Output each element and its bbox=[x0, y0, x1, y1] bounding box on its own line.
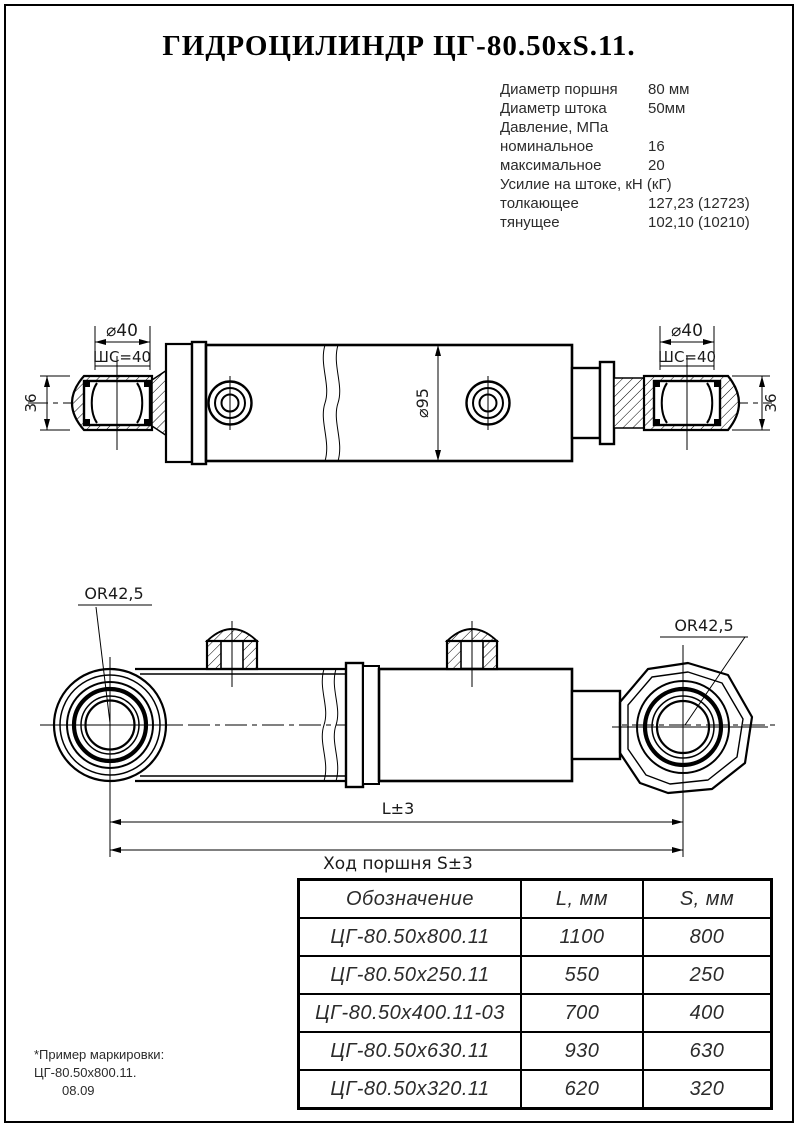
dim-r425-left-label: OR42,5 bbox=[84, 584, 144, 603]
cell-S: 400 bbox=[643, 994, 772, 1032]
spec-label: тянущее bbox=[500, 214, 560, 231]
dim-phi95-label: ⌀95 bbox=[413, 388, 432, 418]
gland-left bbox=[166, 344, 192, 462]
note-line-2: ЦГ-80.50х800.11. bbox=[34, 1065, 137, 1080]
spec-label: Усилие на штоке, кН (кГ) bbox=[500, 176, 672, 193]
spec-row bbox=[500, 99, 750, 118]
eye-left bbox=[45, 657, 180, 857]
cell-designation: ЦГ-80.50х630.11 bbox=[299, 1032, 522, 1070]
note-line-3: 08.09 bbox=[62, 1083, 95, 1098]
cell-designation: ЦГ-80.50х320.11 bbox=[299, 1070, 522, 1109]
cell-designation: ЦГ-80.50х400.11-03 bbox=[299, 994, 522, 1032]
dim-36-left-label: 36 bbox=[22, 393, 40, 413]
cell-L: 620 bbox=[521, 1070, 643, 1109]
size-table bbox=[297, 878, 773, 1110]
spec-value: 127,23 (12723) bbox=[648, 195, 750, 212]
cell-designation: ЦГ-80.50х800.11 bbox=[299, 918, 522, 956]
side-view-drawing bbox=[0, 557, 798, 875]
table-row bbox=[299, 1032, 772, 1070]
cylinder-barrel bbox=[379, 669, 572, 781]
spec-label: толкающее bbox=[500, 195, 579, 212]
spec-row bbox=[500, 80, 750, 99]
table-row bbox=[299, 1070, 772, 1109]
flange-ring-left bbox=[192, 342, 206, 464]
spec-list bbox=[500, 80, 750, 232]
spec-value: 20 bbox=[648, 157, 665, 174]
spec-label: Диаметр поршня bbox=[500, 81, 618, 98]
col-header-designation: Обозначение bbox=[299, 880, 522, 919]
dim-r425-right-label: OR42,5 bbox=[674, 616, 734, 635]
cell-L: 550 bbox=[521, 956, 643, 994]
cell-L: 930 bbox=[521, 1032, 643, 1070]
cell-designation: ЦГ-80.50х250.11 bbox=[299, 956, 522, 994]
table-row bbox=[299, 918, 772, 956]
dim-phi40-right-label: ⌀40 bbox=[671, 321, 703, 341]
cell-S: 630 bbox=[643, 1032, 772, 1070]
col-header-S: S, мм bbox=[643, 880, 772, 919]
size-table-header-row bbox=[299, 880, 772, 919]
rod-ring-right bbox=[600, 362, 614, 444]
col-header-L: L, мм bbox=[521, 880, 643, 919]
table-row bbox=[299, 994, 772, 1032]
top-view-drawing bbox=[0, 298, 798, 498]
cylinder-barrel bbox=[206, 345, 572, 461]
rod-step bbox=[572, 691, 620, 759]
spec-label: Диаметр штока bbox=[500, 100, 607, 117]
rod-neck-right bbox=[614, 378, 644, 428]
marking-example-note bbox=[34, 1046, 164, 1100]
spec-row bbox=[500, 175, 750, 194]
spec-row bbox=[500, 156, 750, 175]
dim-shs40-left-label: ШС=40 bbox=[92, 348, 152, 366]
port-plug-front bbox=[207, 621, 257, 687]
cell-L: 1100 bbox=[521, 918, 643, 956]
spec-label: номинальное bbox=[500, 138, 594, 155]
eye-right bbox=[612, 645, 768, 857]
dim-stroke-label: Ход поршня S±3 bbox=[323, 854, 473, 874]
dim-36-right-label: 36 bbox=[762, 393, 780, 413]
spec-row bbox=[500, 118, 750, 137]
spec-label: Давление, МПа bbox=[500, 119, 609, 136]
table-row bbox=[299, 956, 772, 994]
cell-S: 320 bbox=[643, 1070, 772, 1109]
spec-row bbox=[500, 213, 750, 232]
cell-S: 800 bbox=[643, 918, 772, 956]
spec-row bbox=[500, 137, 750, 156]
spec-value: 50мм bbox=[648, 100, 686, 117]
gland-ring bbox=[363, 666, 379, 784]
spec-value: 102,10 (10210) bbox=[648, 214, 750, 231]
dim-phi40-left-label: ⌀40 bbox=[106, 321, 138, 341]
dim-shs40-right-label: ШС=40 bbox=[657, 348, 717, 366]
page-title: ГИДРОЦИЛИНДР ЦГ-80.50xS.11. bbox=[162, 30, 636, 62]
flange-ring bbox=[346, 663, 363, 787]
cell-S: 250 bbox=[643, 956, 772, 994]
spec-value: 16 bbox=[648, 138, 665, 155]
rod-step-right bbox=[572, 368, 600, 438]
cell-L: 700 bbox=[521, 994, 643, 1032]
spec-row bbox=[500, 194, 750, 213]
note-line-1: *Пример маркировки: bbox=[34, 1047, 165, 1062]
spec-value: 80 мм bbox=[648, 81, 690, 98]
dim-length-label: L±3 bbox=[381, 799, 415, 818]
spec-label: максимальное bbox=[500, 157, 602, 174]
